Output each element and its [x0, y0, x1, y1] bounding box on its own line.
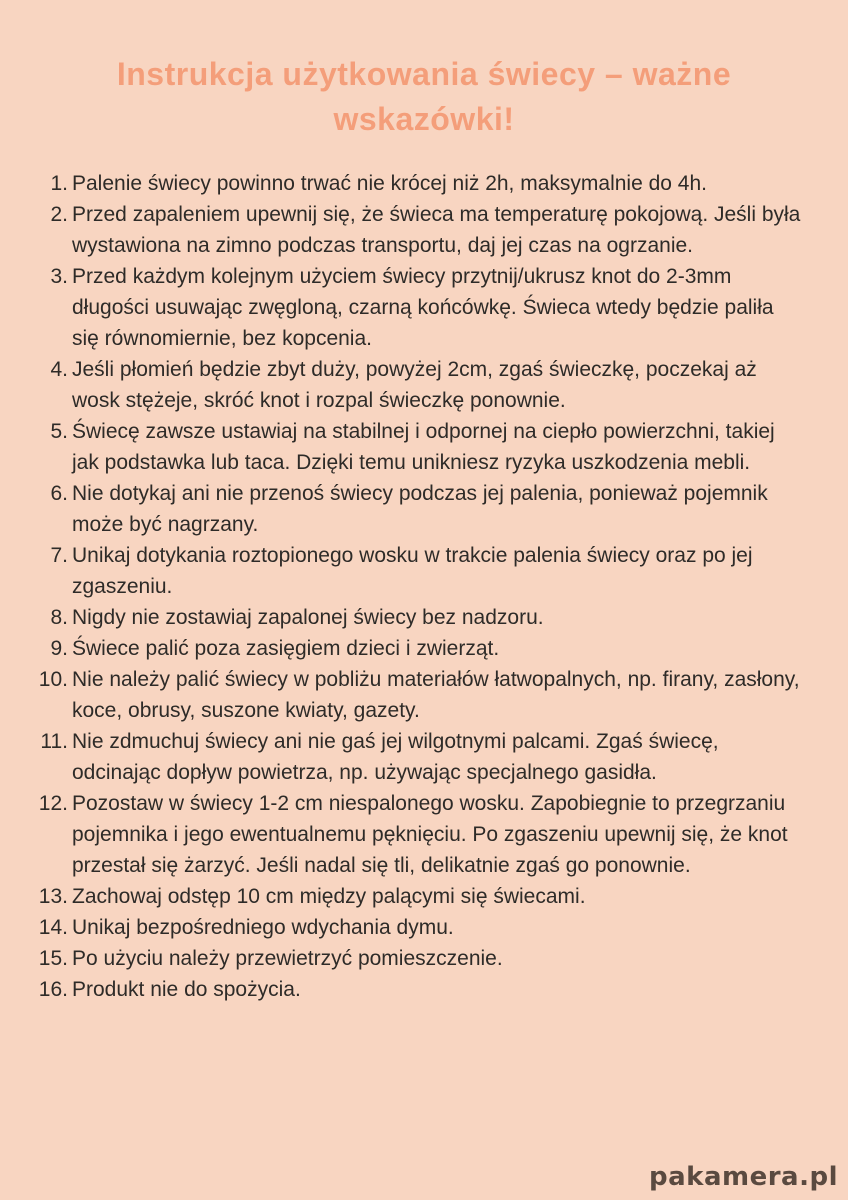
list-item-number: 7.: [50, 544, 68, 567]
list-item: [50, 199, 802, 261]
list-item-number: 8.: [50, 606, 68, 629]
list-item: [38, 943, 802, 974]
page-title: [0, 0, 848, 142]
list-item-number: 4.: [50, 358, 68, 381]
list-item-number: 2.: [50, 203, 68, 226]
list-item: [38, 912, 802, 943]
list-item-number: 3.: [50, 265, 68, 288]
list-item: [38, 788, 802, 881]
list-item: [38, 881, 802, 912]
list-item-text: Świece palić poza zasięgiem dzieci i zwierząt.: [72, 637, 500, 660]
list-item-text: Przed zapaleniem upewnij się, że świeca ma temperaturę pokojową. Jeśli była wystawiona na zimno podczas transportu, daj jej czas na ogrzanie.: [72, 203, 801, 257]
list-item-number: 5.: [50, 420, 68, 443]
list-item: [50, 478, 802, 540]
list-item-text: Nie zdmuchuj świecy ani nie gaś jej wilgotnymi palcami. Zgaś świecę, odcinając dopływ powietrza, np. używając specjalnego gasidła.: [72, 730, 719, 784]
list-item-number: 14.: [38, 916, 68, 939]
list-item-number: 1.: [50, 172, 68, 195]
list-item-text: Przed każdym kolejnym użyciem świecy przytnij/ukrusz knot do 2-3mm długości usuwając zwęgloną, czarną końcówkę. Świeca wtedy będzie paliła się równomiernie, bez kopcenia.: [72, 265, 774, 350]
list-item-number: 15.: [38, 947, 68, 970]
list-item-text: Świecę zawsze ustawiaj na stabilnej i odpornej na ciepło powierzchni, takiej jak podstawka lub taca. Dzięki temu unikniesz ryzyka uszkodzenia mebli.: [72, 420, 775, 474]
list-item: [50, 633, 802, 664]
list-item-text: Po użyciu należy przewietrzyć pomieszczenie.: [72, 947, 503, 970]
list-item-text: Unikaj dotykania roztopionego wosku w trakcie palenia świecy oraz po jej zgaszeniu.: [72, 544, 753, 598]
list-item: [38, 664, 802, 726]
list-item-number: 9.: [50, 637, 68, 660]
list-item: [50, 261, 802, 354]
list-item-text: Nie należy palić świecy w pobliżu materiałów łatwopalnych, np. firany, zasłony, koce, obrusy, suszone kwiaty, gazety.: [72, 668, 800, 722]
list-item-text: Nigdy nie zostawiaj zapalonej świecy bez nadzoru.: [72, 606, 544, 629]
list-item-text: Jeśli płomień będzie zbyt duży, powyżej 2cm, zgaś świeczkę, poczekaj aż wosk stężeje, skróć knot i rozpal świeczkę ponownie.: [72, 358, 757, 412]
list-item-number: 13.: [38, 885, 68, 908]
list-item-number: 10.: [38, 668, 68, 691]
list-item: [50, 416, 802, 478]
page-title-line1: Instrukcja użytkowania świecy – ważne: [116, 56, 732, 92]
list-item-number: 16.: [38, 978, 68, 1001]
list-item-text: Unikaj bezpośredniego wdychania dymu.: [72, 916, 454, 939]
list-item-text: Produkt nie do spożycia.: [72, 978, 301, 1001]
list-item-text: Zachowaj odstęp 10 cm między palącymi się świecami.: [72, 885, 586, 908]
instructions-list: [0, 168, 802, 1005]
list-item-number: 12.: [38, 792, 68, 815]
list-item: [50, 168, 802, 199]
list-item-text: Nie dotykaj ani nie przenoś świecy podczas jej palenia, ponieważ pojemnik może być nagrzany.: [72, 482, 768, 536]
list-item: [50, 540, 802, 602]
list-item-text: Palenie świecy powinno trwać nie krócej niż 2h, maksymalnie do 4h.: [72, 172, 707, 195]
list-item: [50, 354, 802, 416]
list-item-number: 11.: [40, 730, 68, 753]
list-item-text: Pozostaw w świecy 1-2 cm niespalonego wosku. Zapobiegnie to przegrzaniu pojemnika i jego ewentualnemu pęknięciu. Po zgaszeniu upewnij się, że knot przestał się żarzyć. Jeśli nadal się tli, delikatnie zgaś go ponownie.: [72, 792, 788, 877]
list-item: [38, 974, 802, 1005]
watermark-logo: pakamera.pl: [649, 1162, 838, 1192]
page-title-line2: wskazówki!: [333, 101, 515, 137]
list-item-number: 6.: [50, 482, 68, 505]
list-item: [40, 726, 802, 788]
list-item: [50, 602, 802, 633]
